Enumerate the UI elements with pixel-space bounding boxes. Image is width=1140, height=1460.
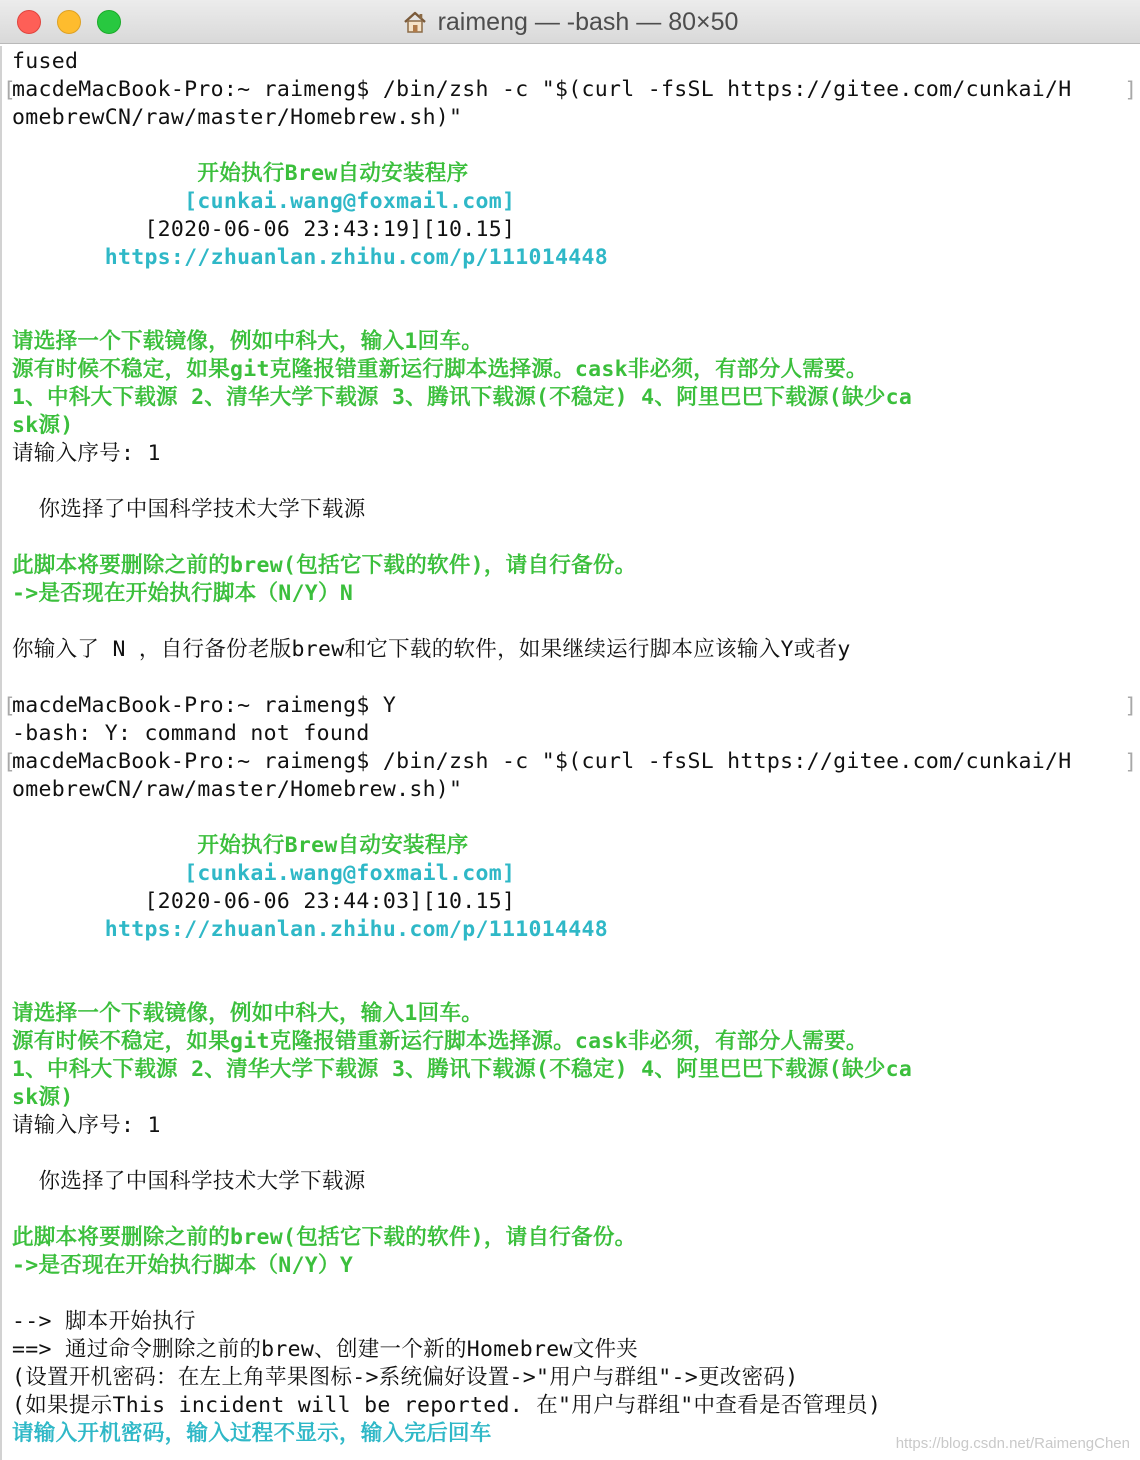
prompt-mark-right: ]: [1124, 78, 1137, 102]
terminal-line: 此脚本将要删除之前的brew(包括它下载的软件)，请自行备份。: [12, 553, 637, 578]
terminal-line: omebrewCN/raw/master/Homebrew.sh)": [12, 105, 463, 130]
terminal-line: 请选择一个下载镜像，例如中科大，输入1回车。: [12, 1001, 484, 1026]
terminal-line: 此脚本将要删除之前的brew(包括它下载的软件)，请自行备份。: [12, 1225, 637, 1250]
terminal-line: (设置开机密码：在左上角苹果图标->系统偏好设置->"用户与群组"->更改密码): [12, 1365, 799, 1390]
terminal-line: 请选择一个下载镜像，例如中科大，输入1回车。: [12, 329, 484, 354]
terminal-line: ->是否现在开始执行脚本（N/Y）N: [12, 581, 354, 606]
terminal-line: omebrewCN/raw/master/Homebrew.sh)": [12, 777, 463, 802]
terminal-line: 源有时候不稳定，如果git克隆报错重新运行脚本选择源。cask非必须，有部分人需要。: [12, 1029, 868, 1054]
terminal-line: [cunkai.wang@foxmail.com]: [12, 861, 516, 886]
prompt-line: macdeMacBook-Pro:~ raimeng$ /bin/zsh -c "$(curl -fsSL https://gitee.com/cunkai/H: [12, 77, 1072, 102]
window-title: [0, 6, 1140, 38]
terminal-line: 请输入序号: 1: [12, 1113, 161, 1138]
watermark: https://blog.csdn.net/RaimengChen: [895, 1435, 1130, 1452]
terminal-line: 请输入序号: 1: [12, 441, 161, 466]
prompt-mark-left: [: [3, 750, 16, 774]
terminal-line: ==> 通过命令删除之前的brew、创建一个新的Homebrew文件夹: [12, 1337, 639, 1362]
terminal-output[interactable]: [0, 46, 1140, 1460]
prompt-mark-right: ]: [1124, 694, 1137, 718]
prompt-mark-left: [: [3, 694, 16, 718]
terminal-line: https://zhuanlan.zhihu.com/p/111014448: [12, 917, 608, 942]
terminal-line: 开始执行Brew自动安装程序: [12, 833, 469, 858]
terminal-line: --> 脚本开始执行: [12, 1309, 196, 1334]
terminal-line: sk源): [12, 1085, 74, 1110]
terminal-line: [cunkai.wang@foxmail.com]: [12, 189, 516, 214]
terminal-line: [2020-06-06 23:43:19][10.15]: [12, 217, 516, 242]
terminal-line: sk源): [12, 413, 74, 438]
terminal-line: 1、中科大下载源 2、清华大学下载源 3、腾讯下载源(不稳定) 4、阿里巴巴下载源(缺少ca: [12, 1057, 913, 1082]
terminal-line: 源有时候不稳定，如果git克隆报错重新运行脚本选择源。cask非必须，有部分人需要。: [12, 357, 868, 382]
home-icon: [402, 9, 428, 35]
terminal-line: 1、中科大下载源 2、清华大学下载源 3、腾讯下载源(不稳定) 4、阿里巴巴下载源(缺少ca: [12, 385, 913, 410]
prompt-line: macdeMacBook-Pro:~ raimeng$ /bin/zsh -c "$(curl -fsSL https://gitee.com/cunkai/H: [12, 749, 1072, 774]
terminal-line: [2020-06-06 23:44:03][10.15]: [12, 889, 516, 914]
prompt-mark-right: ]: [1124, 750, 1137, 774]
title-bar[interactable]: [0, 0, 1140, 44]
window-title-text: raimeng — -bash — 80×50: [437, 7, 739, 36]
terminal-line: (如果提示This incident will be reported. 在"用户与群组"中查看是否管理员): [12, 1393, 882, 1418]
prompt-mark-left: [: [3, 78, 16, 102]
terminal-line: ->是否现在开始执行脚本（N/Y）Y: [12, 1253, 354, 1278]
terminal-line: 你输入了 N ，自行备份老版brew和它下载的软件，如果继续运行脚本应该输入Y或者y: [12, 637, 851, 662]
prompt-line: macdeMacBook-Pro:~ raimeng$ Y: [12, 693, 397, 718]
terminal-line: 开始执行Brew自动安装程序: [12, 161, 469, 186]
terminal-line: 你选择了中国科学技术大学下载源: [12, 497, 366, 522]
terminal-line: 你选择了中国科学技术大学下载源: [12, 1169, 366, 1194]
terminal-line: fused: [12, 49, 79, 74]
terminal-line: -bash: Y: command not found: [12, 721, 370, 746]
terminal-line: https://zhuanlan.zhihu.com/p/111014448: [12, 245, 608, 270]
terminal-line: 请输入开机密码，输入过程不显示，输入完后回车: [12, 1421, 492, 1446]
